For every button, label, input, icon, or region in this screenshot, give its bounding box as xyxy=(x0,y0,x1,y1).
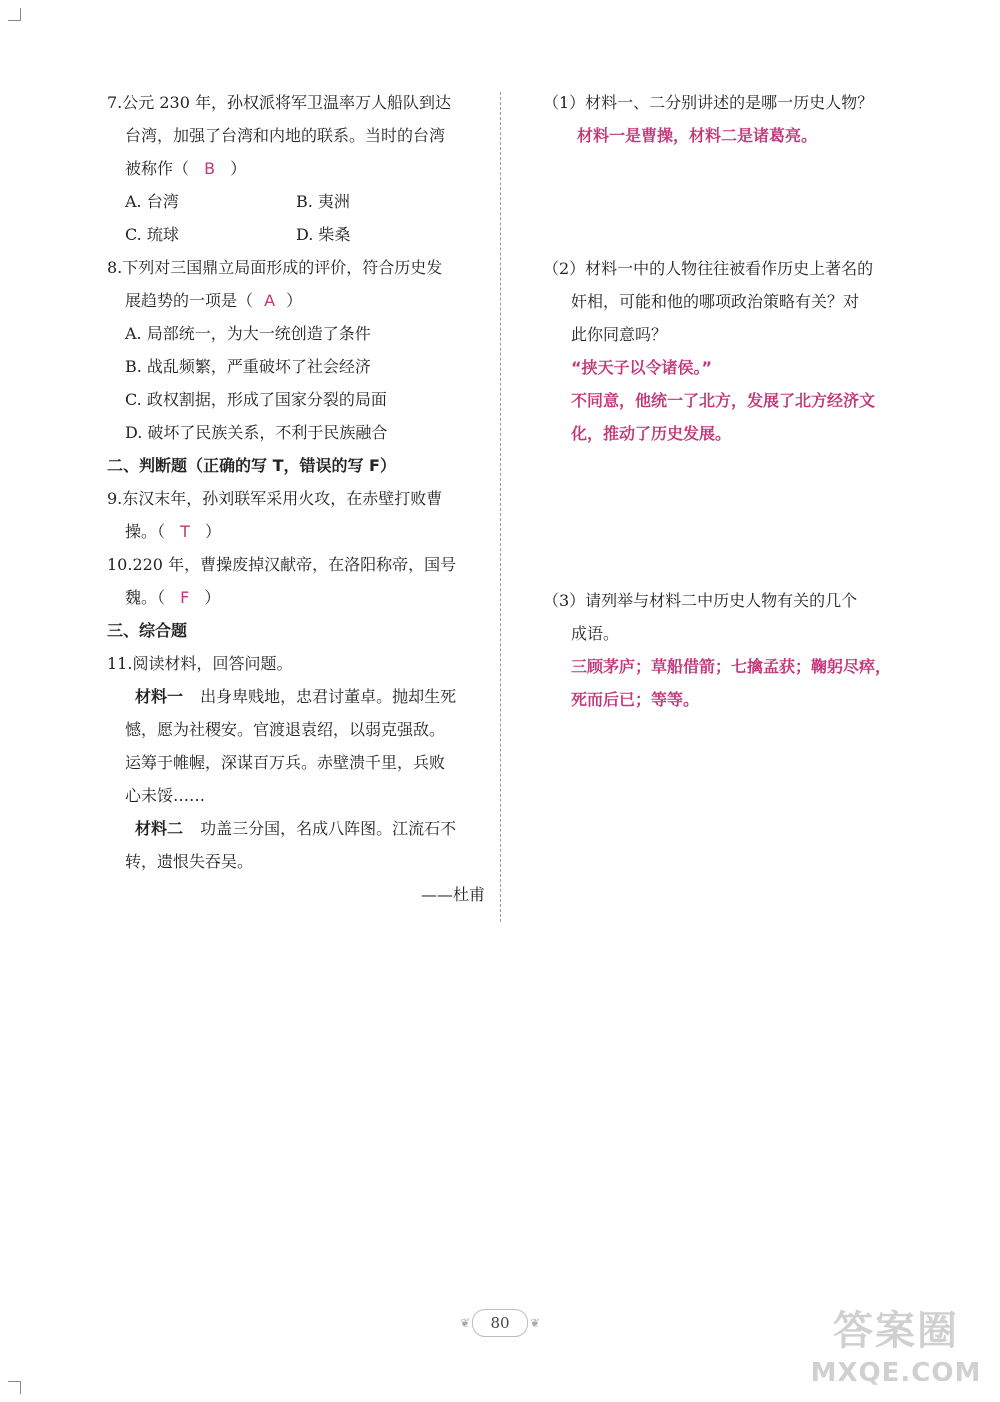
q8-option-b: B. 战乱频繁，严重破坏了社会经济 xyxy=(125,357,371,376)
ornament-left-icon: ❦ xyxy=(460,1316,471,1330)
q7-stem-prefix: 被称作（ xyxy=(125,159,190,178)
watermark-logo xyxy=(810,1304,982,1396)
q9-stem xyxy=(107,515,485,548)
q11-stem: 11.阅读材料，回答问题。 xyxy=(107,654,293,673)
q9-answer: T xyxy=(180,522,190,541)
q7-stem-suffix: ） xyxy=(230,159,247,178)
section-2-heading: 二、判断题（正确的写 T，错误的写 F） xyxy=(107,456,396,475)
q10-stem-prefix: 魏。（ xyxy=(125,588,166,607)
sub2-question-line-1: （2）材料一中的人物往往被看作历史上著名的 xyxy=(543,259,874,278)
material-2-text-1: 功盖三分国，名成八阵图。江流石不 xyxy=(200,819,457,838)
sub2-answer-line-2: 不同意，他统一了北方，发展了北方经济文 xyxy=(571,391,876,410)
q8-stem xyxy=(107,284,485,317)
q7-line-2: 台湾，加强了台湾和内地的联系。当时的台湾 xyxy=(125,126,446,145)
watermark-text-1: 答案圈 xyxy=(833,1308,959,1354)
q8-stem-suffix: ） xyxy=(286,291,303,310)
question-7 xyxy=(107,86,485,251)
material-2-line-1 xyxy=(107,812,485,845)
q8-stem-prefix: 展趋势的一项是（ xyxy=(125,291,254,310)
sub1-question: （1）材料一、二分别讲述的是哪一历史人物？ xyxy=(543,93,874,112)
q9-line-1: 9.东汉末年，孙刘联军采用火攻，在赤壁打败曹 xyxy=(107,489,443,508)
sub3-question-line-2: 成语。 xyxy=(571,624,620,643)
q7-option-b: B. 夷洲 xyxy=(296,192,350,211)
page-number-badge xyxy=(458,1306,542,1340)
column-divider xyxy=(500,92,501,922)
page-number: 80 xyxy=(472,1309,528,1337)
material-2-label: 材料二 xyxy=(135,819,184,838)
q7-options-row-2 xyxy=(107,218,485,251)
q7-option-d: D. 柴桑 xyxy=(296,225,351,244)
section-3-heading: 三、综合题 xyxy=(107,621,188,640)
question-9 xyxy=(107,482,485,548)
material-1-line-1 xyxy=(107,680,485,713)
material-2-line-2: 转，遗恨失吞吴。 xyxy=(125,852,254,871)
q10-line-1: 10.220 年，曹操废掉汉献帝，在洛阳称帝，国号 xyxy=(107,555,457,574)
q7-option-c: C. 琉球 xyxy=(125,225,179,244)
q8-option-c: C. 政权割据，形成了国家分裂的局面 xyxy=(125,390,387,409)
sub3-question-line-1: （3）请列举与材料二中历史人物有关的几个 xyxy=(543,591,858,610)
q7-answer: B xyxy=(204,159,216,178)
material-1-line-4: 心未馁…… xyxy=(125,786,206,805)
q10-answer: F xyxy=(180,588,190,607)
sub2-answer-line-1: “挟天子以令诸侯。” xyxy=(571,358,713,377)
ornament-right-icon: ❦ xyxy=(529,1316,540,1330)
material-1-line-2: 憾，愿为社稷安。官渡退袁绍，以弱克强敌。 xyxy=(125,720,446,739)
crop-mark-top-left xyxy=(8,8,21,21)
left-column xyxy=(107,86,485,911)
crop-mark-bottom-left xyxy=(8,1381,21,1394)
q9-stem-suffix: ） xyxy=(204,522,221,541)
question-10 xyxy=(107,548,485,614)
sub2-question-line-2: 奸相，可能和他的哪项政治策略有关？对 xyxy=(571,292,860,311)
q7-options-row-1 xyxy=(107,185,485,218)
q7-line-1: 7.公元 230 年，孙权派将军卫温率万人船队到达 xyxy=(107,93,451,112)
right-column xyxy=(543,86,903,709)
sub-question-3 xyxy=(543,584,903,716)
question-8 xyxy=(107,251,485,449)
sub3-answer-line-2: 死而后已；等等。 xyxy=(571,690,700,709)
q10-stem xyxy=(107,581,485,614)
q8-option-a: A. 局部统一，为大一统创造了条件 xyxy=(125,324,371,343)
sub2-answer-line-3: 化，推动了历史发展。 xyxy=(571,424,732,443)
material-1-label: 材料一 xyxy=(135,687,184,706)
sub-question-2 xyxy=(543,252,903,450)
watermark-text-2: MXQE.COM xyxy=(810,1358,982,1388)
material-1-line-3: 运筹于帷幄，深谋百万兵。赤壁溃千里，兵败 xyxy=(125,753,446,772)
q10-stem-suffix: ） xyxy=(204,588,221,607)
q7-stem xyxy=(107,152,485,185)
material-1-text-1: 出身卑贱地，忠君讨董卓。抛却生死 xyxy=(200,687,457,706)
sub2-question-line-3: 此你同意吗？ xyxy=(571,325,668,344)
q7-option-a: A. 台湾 xyxy=(125,192,179,211)
q9-stem-prefix: 操。（ xyxy=(125,522,166,541)
question-11 xyxy=(107,647,485,911)
q8-option-d: D. 破坏了民族关系，不利于民族融合 xyxy=(125,423,388,442)
q8-answer: A xyxy=(264,291,276,310)
sub3-answer-line-1: 三顾茅庐；草船借箭；七擒孟获；鞠躬尽瘁， xyxy=(571,657,892,676)
material-2-author: ——杜甫 xyxy=(420,885,485,904)
sub1-answer: 材料一是曹操，材料二是诸葛亮。 xyxy=(577,126,818,145)
q8-line-1: 8.下列对三国鼎立局面形成的评价，符合历史发 xyxy=(107,258,443,277)
sub-question-1 xyxy=(543,86,903,152)
